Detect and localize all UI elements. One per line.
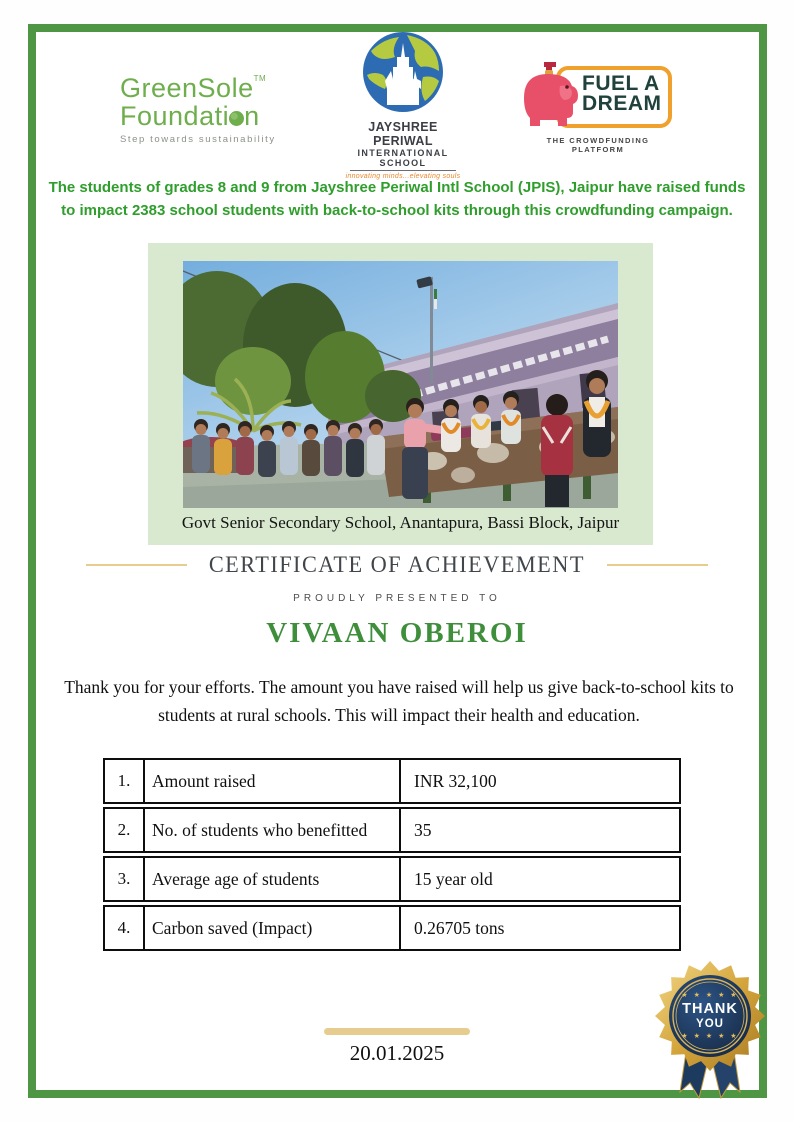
jpis-name-line1: JAYSHREE PERIWAL xyxy=(368,119,438,148)
row-number: 2. xyxy=(105,809,145,851)
impact-table xyxy=(103,758,681,954)
gold-date-line xyxy=(324,1028,470,1035)
school-photo xyxy=(183,261,618,508)
jpis-name-line2: INTERNATIONAL SCHOOL xyxy=(357,147,449,168)
row-value: 15 year old xyxy=(414,868,493,889)
row-label: Amount raised xyxy=(145,760,401,802)
badge-line1: THANK xyxy=(682,1000,738,1017)
thank-you-badge xyxy=(652,961,768,1099)
greensole-wordmark: GreenSole™ xyxy=(120,72,267,103)
row-label: Carbon saved (Impact) xyxy=(145,907,401,949)
row-value: 35 xyxy=(414,819,432,840)
recipient-name: VIVAAN OBEROI xyxy=(266,617,528,649)
table-row xyxy=(103,905,681,951)
table-row xyxy=(103,807,681,853)
logos-row xyxy=(36,46,758,180)
jpis-globe-icon xyxy=(361,31,445,113)
jpis-divider xyxy=(350,170,456,171)
fad-wordmark: FUEL A DREAM xyxy=(582,72,662,115)
badge-stars-bottom: ★ ★ ★ ★ ★ xyxy=(681,1033,739,1041)
presented-label: PROUDLY PRESENTED TO xyxy=(293,593,501,604)
badge-line2: YOU xyxy=(696,1017,724,1030)
intro-text: The students of grades 8 and 9 from Jayshree Periwal Intl School (JPIS), Jaipur have raised funds to impact 2383 school students with back-to-school kits through this crowdfunding campaign. xyxy=(48,179,746,220)
gold-line-left xyxy=(86,564,187,566)
row-label: No. of students who benefitted xyxy=(145,809,401,851)
photo-matte xyxy=(148,243,653,545)
table-row xyxy=(103,758,681,804)
table-row xyxy=(103,856,681,902)
gold-line-right xyxy=(607,564,708,566)
date-block xyxy=(37,1028,757,1066)
globe-o-icon xyxy=(229,111,244,126)
greensole-tagline: Step towards sustainability xyxy=(120,134,276,146)
certificate-title: CERTIFICATE OF ACHIEVEMENT xyxy=(208,552,586,577)
row-label: Average age of students xyxy=(145,858,401,900)
fad-tagline: THE CROWDFUNDING PLATFORM xyxy=(546,136,650,154)
trademark-symbol: TM xyxy=(253,73,267,83)
greensole-foundation-word: Foundati n xyxy=(120,100,260,131)
row-number: 4. xyxy=(105,907,145,949)
badge-text xyxy=(655,961,765,1071)
message-text: Thank you for your efforts. The amount you have raised will help us give back-to-school kits to students at rural schools. This will impact their health and education. xyxy=(64,677,734,725)
greensole-foundation-logo xyxy=(120,72,290,146)
certificate-title-row xyxy=(37,552,757,578)
row-value: 0.26705 tons xyxy=(414,917,505,938)
row-number: 1. xyxy=(105,760,145,802)
photo-caption: Govt Senior Secondary School, Anantapura, Bassi Block, Jaipur xyxy=(181,513,620,532)
jpis-tagline: innovating minds...elevating souls xyxy=(345,172,461,180)
jpis-logo xyxy=(342,31,464,180)
row-number: 3. xyxy=(105,858,145,900)
badge-stars-top: ★ ★ ★ ★ ★ xyxy=(681,991,739,999)
fad-elephant-icon xyxy=(516,60,582,134)
fuel-a-dream-logo xyxy=(516,60,674,156)
date-text: 20.01.2025 xyxy=(349,1041,445,1065)
row-value: INR 32,100 xyxy=(414,770,497,791)
